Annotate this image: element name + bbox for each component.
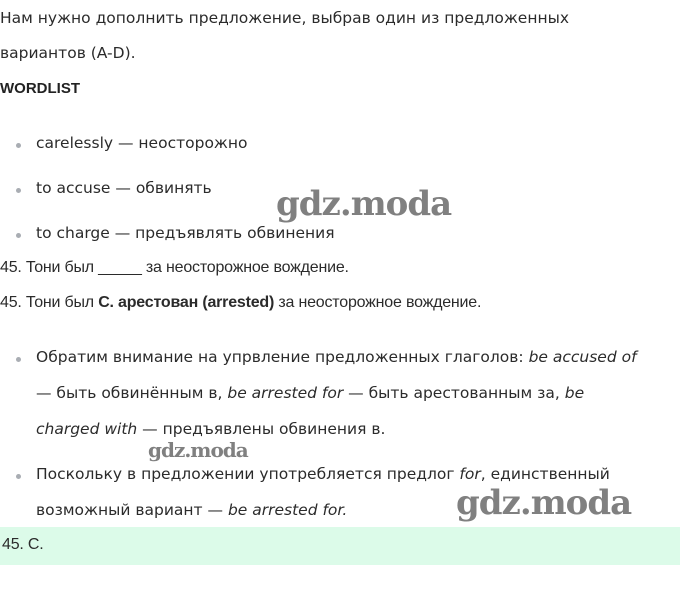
wordlist-heading: WORDLIST (0, 80, 80, 97)
note-2-line-1: Поскольку в предложении употребляется предлог for, единственный (36, 465, 610, 483)
question-sentence: 45. Тони был _____ за неосторожное вождение. (0, 259, 349, 276)
note-1-line-1: Обратим внимание на упрвление предложенных глаголов: be accused of (36, 348, 637, 366)
wordlist-item: carelessly — неосторожно (36, 134, 248, 152)
answer-suffix: за неосторожное вождение. (274, 294, 482, 311)
watermark: gdz.moda (276, 184, 452, 224)
bullet-dot (16, 188, 21, 193)
note-1-line-2: — быть обвинённым в, be arrested for — быть арестованным за, be (36, 384, 585, 402)
bullet-dot (16, 474, 21, 479)
intro-line-2: вариантов (A-D). (0, 44, 136, 62)
bullet-dot (16, 143, 21, 148)
watermark: gdz.moda (148, 438, 248, 462)
note-2-line-2: возможный вариант — be arrested for. (36, 501, 348, 519)
wordlist-item: to charge — предъявлять обвинения (36, 224, 335, 242)
answer-sentence (0, 294, 481, 312)
answer-prefix: 45. Тони был (0, 294, 99, 311)
final-answer: 45. C. (2, 536, 44, 553)
bullet-dot (16, 357, 21, 362)
final-answer-box (0, 527, 680, 565)
wordlist-item: to accuse — обвинять (36, 179, 212, 197)
intro-line-1: Нам нужно дополнить предложение, выбрав один из предложенных (0, 9, 570, 27)
bullet-dot (16, 233, 21, 238)
answer-bold: C. арестован (arrested) (98, 294, 275, 311)
note-1-line-3: charged with — предъявлены обвинения в. (36, 420, 386, 438)
watermark: gdz.moda (456, 483, 632, 523)
